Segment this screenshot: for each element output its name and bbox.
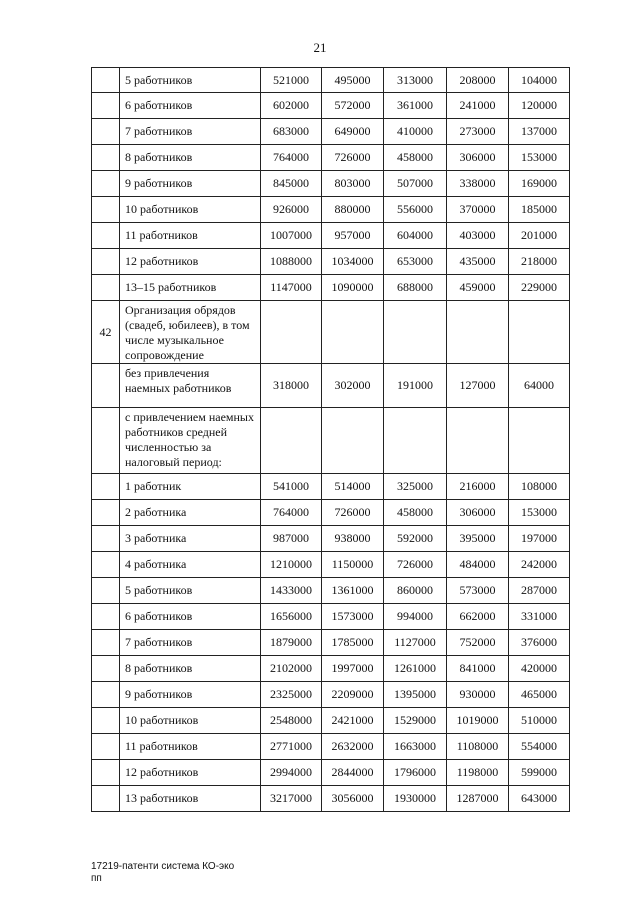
row-index-cell — [92, 786, 120, 812]
value-cell-col-5: 331000 — [509, 604, 570, 630]
value-cell-col-2: 495000 — [322, 68, 384, 93]
value-cell-col-1: 1007000 — [261, 223, 322, 249]
row-index-cell — [92, 145, 120, 171]
row-label-cell: 12 работников — [120, 760, 261, 786]
row-index-cell — [92, 526, 120, 552]
value-cell-col-2: 1785000 — [322, 630, 384, 656]
table-row — [92, 93, 570, 119]
value-cell-col-1: 764000 — [261, 145, 322, 171]
value-cell-col-5: 242000 — [509, 552, 570, 578]
value-cell-col-4: 370000 — [447, 197, 509, 223]
value-cell-col-4: 1019000 — [447, 708, 509, 734]
value-cell-col-3: 604000 — [384, 223, 447, 249]
row-label-cell: 11 работников — [120, 223, 261, 249]
value-cell-col-4: 338000 — [447, 171, 509, 197]
value-cell-col-3: 688000 — [384, 275, 447, 301]
value-cell-col-2: 1090000 — [322, 275, 384, 301]
value-cell-col-4: 1287000 — [447, 786, 509, 812]
value-cell-col-2 — [322, 301, 384, 364]
table-row — [92, 500, 570, 526]
table-row — [92, 630, 570, 656]
value-cell-col-5: 104000 — [509, 68, 570, 93]
table-row — [92, 526, 570, 552]
value-cell-col-1: 1210000 — [261, 552, 322, 578]
value-cell-col-2: 726000 — [322, 500, 384, 526]
row-index-cell — [92, 474, 120, 500]
value-cell-col-2: 880000 — [322, 197, 384, 223]
value-cell-col-5: 137000 — [509, 119, 570, 145]
value-cell-col-1 — [261, 408, 322, 474]
value-cell-col-4: 459000 — [447, 275, 509, 301]
value-cell-col-4: 573000 — [447, 578, 509, 604]
value-cell-col-3: 1261000 — [384, 656, 447, 682]
page-number: 21 — [313, 40, 327, 55]
value-cell-col-4: 127000 — [447, 364, 509, 408]
row-label-cell: 1 работник — [120, 474, 261, 500]
row-label-cell: 3 работника — [120, 526, 261, 552]
table-row — [92, 249, 570, 275]
value-cell-col-4: 662000 — [447, 604, 509, 630]
value-cell-col-3: 592000 — [384, 526, 447, 552]
value-cell-col-4: 306000 — [447, 145, 509, 171]
value-cell-col-5: 185000 — [509, 197, 570, 223]
row-label-cell: 7 работников — [120, 630, 261, 656]
row-label-cell: 8 работников — [120, 656, 261, 682]
value-cell-col-4: 306000 — [447, 500, 509, 526]
value-cell-col-3: 1127000 — [384, 630, 447, 656]
table-row — [92, 682, 570, 708]
value-cell-col-1: 2102000 — [261, 656, 322, 682]
value-cell-col-3: 458000 — [384, 145, 447, 171]
row-index-cell — [92, 552, 120, 578]
value-cell-col-3 — [384, 301, 447, 364]
value-cell-col-5 — [509, 301, 570, 364]
value-cell-col-2: 2421000 — [322, 708, 384, 734]
footer-line-2: пп — [91, 873, 102, 884]
value-cell-col-3: 458000 — [384, 500, 447, 526]
table-row — [92, 734, 570, 760]
value-cell-col-2: 938000 — [322, 526, 384, 552]
row-label-cell: 6 работников — [120, 93, 261, 119]
value-cell-col-4: 1108000 — [447, 734, 509, 760]
value-cell-col-1: 987000 — [261, 526, 322, 552]
value-cell-col-3: 1529000 — [384, 708, 447, 734]
value-cell-col-5 — [509, 408, 570, 474]
row-index-cell — [92, 68, 120, 93]
value-cell-col-2: 514000 — [322, 474, 384, 500]
table-row — [92, 760, 570, 786]
value-cell-col-3: 1663000 — [384, 734, 447, 760]
value-cell-col-1: 764000 — [261, 500, 322, 526]
row-index-cell — [92, 275, 120, 301]
table-row — [92, 708, 570, 734]
row-index-cell — [92, 119, 120, 145]
row-index-cell — [92, 500, 120, 526]
row-index-cell — [92, 93, 120, 119]
value-cell-col-4: 273000 — [447, 119, 509, 145]
value-cell-col-1: 318000 — [261, 364, 322, 408]
value-cell-col-2: 3056000 — [322, 786, 384, 812]
value-cell-col-2: 649000 — [322, 119, 384, 145]
row-index-cell — [92, 408, 120, 474]
value-cell-col-3: 191000 — [384, 364, 447, 408]
value-cell-col-3: 1930000 — [384, 786, 447, 812]
value-cell-col-1: 2771000 — [261, 734, 322, 760]
value-cell-col-5: 229000 — [509, 275, 570, 301]
value-cell-col-4: 1198000 — [447, 760, 509, 786]
value-cell-col-5: 465000 — [509, 682, 570, 708]
value-cell-col-3: 361000 — [384, 93, 447, 119]
value-cell-col-2: 1034000 — [322, 249, 384, 275]
row-index-cell — [92, 249, 120, 275]
value-cell-col-5: 64000 — [509, 364, 570, 408]
row-label-cell: 2 работника — [120, 500, 261, 526]
value-cell-col-2: 2632000 — [322, 734, 384, 760]
value-cell-col-2: 1150000 — [322, 552, 384, 578]
row-index-cell — [92, 578, 120, 604]
value-cell-col-4: 484000 — [447, 552, 509, 578]
value-cell-col-5: 510000 — [509, 708, 570, 734]
value-cell-col-3: 1395000 — [384, 682, 447, 708]
value-cell-col-1: 1879000 — [261, 630, 322, 656]
value-cell-col-3: 556000 — [384, 197, 447, 223]
value-cell-col-2 — [322, 408, 384, 474]
table-row — [92, 275, 570, 301]
value-cell-col-1: 541000 — [261, 474, 322, 500]
table-row — [92, 786, 570, 812]
value-cell-col-2: 1361000 — [322, 578, 384, 604]
row-index-cell — [92, 364, 120, 408]
value-cell-col-1 — [261, 301, 322, 364]
value-cell-col-1: 683000 — [261, 119, 322, 145]
value-cell-col-3: 994000 — [384, 604, 447, 630]
row-label-cell: 9 работников — [120, 171, 261, 197]
row-label-cell: 6 работников — [120, 604, 261, 630]
value-cell-col-3: 653000 — [384, 249, 447, 275]
value-cell-col-5: 643000 — [509, 786, 570, 812]
row-label-cell: 5 работников — [120, 578, 261, 604]
value-cell-col-1: 602000 — [261, 93, 322, 119]
value-cell-col-2: 803000 — [322, 171, 384, 197]
table-row — [92, 68, 570, 93]
value-cell-col-2: 572000 — [322, 93, 384, 119]
footer-note — [91, 861, 234, 885]
value-cell-col-3: 410000 — [384, 119, 447, 145]
value-cell-col-4: 216000 — [447, 474, 509, 500]
value-cell-col-5: 554000 — [509, 734, 570, 760]
value-cell-col-4: 208000 — [447, 68, 509, 93]
table-row — [92, 604, 570, 630]
value-cell-col-1: 1088000 — [261, 249, 322, 275]
value-cell-col-4: 395000 — [447, 526, 509, 552]
row-label-cell: Организация обрядов (свадеб, юбилеев), в том числе музыкальное сопровождение — [120, 301, 261, 364]
value-cell-col-1: 1147000 — [261, 275, 322, 301]
value-cell-col-4: 435000 — [447, 249, 509, 275]
row-label-cell: 4 работника — [120, 552, 261, 578]
table-row — [92, 301, 570, 364]
row-index-cell — [92, 734, 120, 760]
table-row — [92, 656, 570, 682]
value-cell-col-3: 313000 — [384, 68, 447, 93]
value-cell-col-1: 1433000 — [261, 578, 322, 604]
value-cell-col-1: 2325000 — [261, 682, 322, 708]
value-cell-col-5: 218000 — [509, 249, 570, 275]
value-cell-col-1: 1656000 — [261, 604, 322, 630]
table-row — [92, 171, 570, 197]
row-index-cell — [92, 223, 120, 249]
value-cell-col-5: 420000 — [509, 656, 570, 682]
row-index-cell — [92, 682, 120, 708]
value-cell-col-4: 241000 — [447, 93, 509, 119]
value-cell-col-1: 521000 — [261, 68, 322, 93]
row-index-cell — [92, 708, 120, 734]
value-cell-col-5: 287000 — [509, 578, 570, 604]
value-cell-col-4: 752000 — [447, 630, 509, 656]
value-cell-col-5: 153000 — [509, 500, 570, 526]
row-label-cell: 7 работников — [120, 119, 261, 145]
value-cell-col-2: 2209000 — [322, 682, 384, 708]
row-label-cell: 12 работников — [120, 249, 261, 275]
value-cell-col-5: 120000 — [509, 93, 570, 119]
table-row — [92, 474, 570, 500]
value-cell-col-5: 197000 — [509, 526, 570, 552]
table-row — [92, 197, 570, 223]
value-cell-col-1: 2548000 — [261, 708, 322, 734]
value-cell-col-2: 1997000 — [322, 656, 384, 682]
value-cell-col-4: 841000 — [447, 656, 509, 682]
row-label-cell: 10 работников — [120, 197, 261, 223]
value-cell-col-4: 403000 — [447, 223, 509, 249]
row-label-cell: 8 работников — [120, 145, 261, 171]
row-label-cell: 10 работников — [120, 708, 261, 734]
row-label-cell: без привлечения наемных работников — [120, 364, 261, 408]
value-cell-col-5: 169000 — [509, 171, 570, 197]
footer-line-1: 17219-патенти система КО-эко — [91, 861, 235, 872]
row-index-cell — [92, 630, 120, 656]
value-cell-col-3: 860000 — [384, 578, 447, 604]
value-cell-col-5: 108000 — [509, 474, 570, 500]
row-index-cell: 42 — [92, 301, 120, 364]
value-cell-col-3: 726000 — [384, 552, 447, 578]
value-cell-col-5: 153000 — [509, 145, 570, 171]
value-cell-col-3: 1796000 — [384, 760, 447, 786]
table-row — [92, 364, 570, 408]
row-index-cell — [92, 171, 120, 197]
value-cell-col-5: 201000 — [509, 223, 570, 249]
value-cell-col-2: 726000 — [322, 145, 384, 171]
table-row — [92, 552, 570, 578]
row-label-cell: 13–15 работников — [120, 275, 261, 301]
row-index-cell — [92, 760, 120, 786]
row-index-cell — [92, 604, 120, 630]
row-label-cell: 13 работников — [120, 786, 261, 812]
row-label-cell: 11 работников — [120, 734, 261, 760]
value-cell-col-2: 1573000 — [322, 604, 384, 630]
row-index-cell — [92, 656, 120, 682]
value-cell-col-4: 930000 — [447, 682, 509, 708]
value-cell-col-2: 302000 — [322, 364, 384, 408]
value-cell-col-4 — [447, 408, 509, 474]
value-cell-col-1: 3217000 — [261, 786, 322, 812]
row-label-cell: с привлечением наемных работников средней численностью за налоговый период: — [120, 408, 261, 474]
row-index-cell — [92, 197, 120, 223]
value-cell-col-1: 926000 — [261, 197, 322, 223]
value-cell-col-1: 845000 — [261, 171, 322, 197]
value-cell-col-4 — [447, 301, 509, 364]
value-cell-col-5: 599000 — [509, 760, 570, 786]
row-label-cell: 5 работников — [120, 68, 261, 93]
table-row — [92, 578, 570, 604]
table-row — [92, 223, 570, 249]
value-cell-col-3: 507000 — [384, 171, 447, 197]
tax-rate-table — [91, 67, 570, 812]
table-row — [92, 119, 570, 145]
value-cell-col-2: 2844000 — [322, 760, 384, 786]
value-cell-col-3: 325000 — [384, 474, 447, 500]
row-label-cell: 9 работников — [120, 682, 261, 708]
table-row — [92, 408, 570, 474]
value-cell-col-5: 376000 — [509, 630, 570, 656]
value-cell-col-2: 957000 — [322, 223, 384, 249]
value-cell-col-1: 2994000 — [261, 760, 322, 786]
table-row — [92, 145, 570, 171]
value-cell-col-3 — [384, 408, 447, 474]
